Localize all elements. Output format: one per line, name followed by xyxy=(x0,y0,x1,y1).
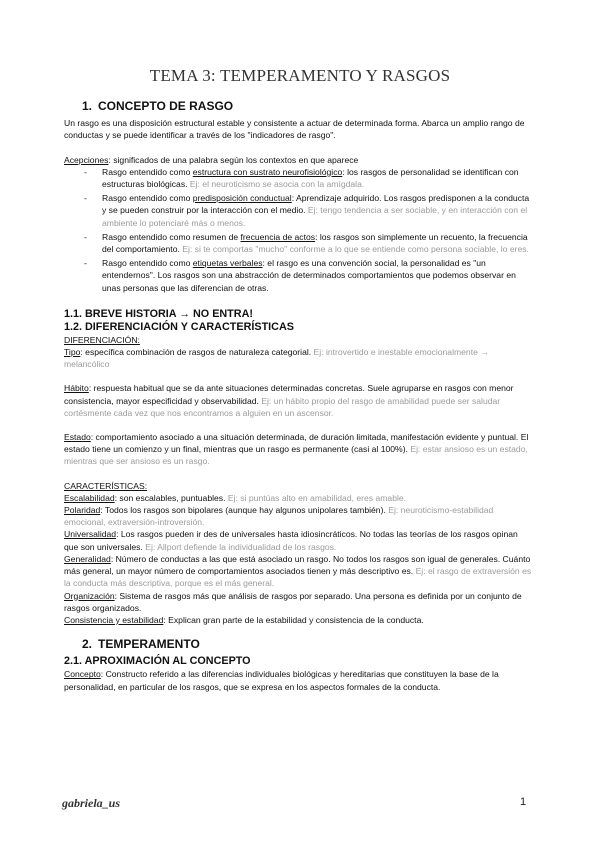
example: Ej: tengo tendencia a ser sociable, y en interacción con el ambiente lo potenciaré más o menos. xyxy=(102,205,528,228)
section-1-title: CONCEPTO DE RASGO xyxy=(98,99,234,113)
acepciones-label: Acepciones xyxy=(64,154,109,165)
example: Ej: el neuroticismo se asocia con la amígdala. xyxy=(189,179,365,190)
caracteristicas-label: CARACTERÍSTICAS: xyxy=(64,480,148,491)
term: predisposición conductual xyxy=(192,193,292,204)
diferenciacion-label: DIFERENCIACIÓN: xyxy=(64,334,140,345)
document-title: TEMA 3: TEMPERAMENTO Y RASGOS xyxy=(149,66,451,85)
section-1-number: 1. xyxy=(82,99,93,113)
section-2-heading xyxy=(82,638,534,650)
example: Ej: si te comportas "mucho" conforme a lo que se entiende como persona sociable, lo eres. xyxy=(182,244,529,255)
list-item: - Rasgo entendido como resumen de frecuencia de actos: los rasgos son simplemente un recuento, la frecuencia del comportamiento. Ej: si te comportas "mucho" conforme a lo que se entiende como persona sociable, lo eres. xyxy=(84,231,529,255)
section-1-1-heading: 1.1. BREVE HISTORIA → NO ENTRA! xyxy=(64,307,253,320)
footer-author: gabriela_us xyxy=(62,796,121,810)
section-2-number: 2. xyxy=(82,637,93,652)
section-1-heading xyxy=(82,100,534,112)
char-generalidad: Generalidad: Número de conductas a las que está asociado un rasgo. No todos los rasgos son igual de generales. Cuánto más general, un mayor número de comportamientos asociados tienen y más descriptivo es. Ej: el rasgo de extraversión es la conducta más descriptiva, porque es el más general. xyxy=(64,553,532,589)
char-consistencia: Consistencia y estabilidad: Explican gran parte de la estabilidad y consistencia de la conducta. xyxy=(64,614,424,625)
acepciones-text: : significados de una palabra según los contextos en que aparece xyxy=(108,154,359,165)
char-polaridad: Polaridad: Todos los rasgos son bipolares (aunque hay algunos unipolares también). Ej: neuroticismo-estabilidad emocional, extraversión-introversión. xyxy=(64,505,494,528)
term: etiquetas verbales xyxy=(192,258,263,269)
document-body xyxy=(64,100,534,693)
char-universalidad: Universalidad: Los rasgos pueden ir des de universales hasta idiosincráticos. No todas las teorías de los rasgos opinan que son universales. Ej: Allport defiende la individualidad de los rasgos. xyxy=(64,529,518,552)
section-2-title: TEMPERAMENTO xyxy=(98,637,200,652)
term: estructura con sustrato neurofisiológico xyxy=(192,166,343,177)
concepto-paragraph: Concepto: Constructo referido a las diferencias individuales biológicas y hereditarias que constituyen la base de la personalidad, en particular de los rasgos, que se expresa en los aspectos formales de la conducta. xyxy=(64,669,499,692)
list-item: - Rasgo entendido como estructura con sustrato neurofisiológico: los rasgos de personalidad se identifican con estructuras biológicas. Ej: el neuroticismo se asocia con la amígdala. xyxy=(84,166,519,190)
list-item: - Rasgo entendido como predisposición conductual: Aprendizaje adquirido. Los rasgos predisponen a la conducta y se pueden construir por la interacción con el medio. Ej: tengo tendencia a ser sociable, y en interacción con el ambiente lo potenciaré más o menos. xyxy=(84,193,530,228)
char-escalabilidad: Escalabilidad: son escalables, puntuables. Ej: si puntúas alto en amabilidad, eres amable. xyxy=(64,492,407,503)
list-item: - Rasgo entendido como etiquetas verbales: el rasgo es una convención social, la personalidad es "un entendernos". Los rasgos son una abstracción de determinados comportamientos que podemos observar en unas personas que las diferencian de otras. xyxy=(84,258,516,293)
acepciones-line xyxy=(64,154,534,166)
section-2-1-heading: 2.1. APROXIMACIÓN AL CONCEPTO xyxy=(64,655,251,668)
page-number: 1 xyxy=(520,796,527,808)
def-estado: Estado: comportamiento asociado a una situación determinada, de duración limitada, manifestación evidente y puntual. El estado tiene un comienzo y un final, mientras que un rasgo es permanente (casi al 100%). Ej: estar ansioso es un estado, mientras que ser ansioso es un rasgo. xyxy=(64,432,529,467)
rasgo-definition: Un rasgo es una disposición estructural estable y consistente a actuar de determinada forma. Abarca un amplio rango de conductas y se puede identificar a través de los "indicadores de rasgo". xyxy=(64,118,525,141)
char-organizacion: Organización: Sistema de rasgos más que análisis de rasgos por separado. Una persona es definida por un conjunto de rasgos organizados. xyxy=(64,590,522,613)
term: frecuencia de actos xyxy=(240,231,316,242)
acepciones-list xyxy=(64,166,534,294)
def-habito: Hábito: respuesta habitual que se da ante situaciones determinadas concretas. Suele agruparse en rasgos con menor consistencia, mayor especificidad y observabilidad. Ej: un hábito propio del rasgo de amabilidad puede ser saludar cortésmente cada vez que nos encontramos a alguien en un ascensor. xyxy=(64,383,514,418)
def-tipo: Tipo: específica combinación de rasgos de naturaleza categorial. Ej: introvertido e inestable emocionalmente → melancólico xyxy=(64,347,489,370)
section-1-2-heading: 1.2. DIFERENCIACIÓN Y CARACTERÍSTICAS xyxy=(64,320,294,333)
